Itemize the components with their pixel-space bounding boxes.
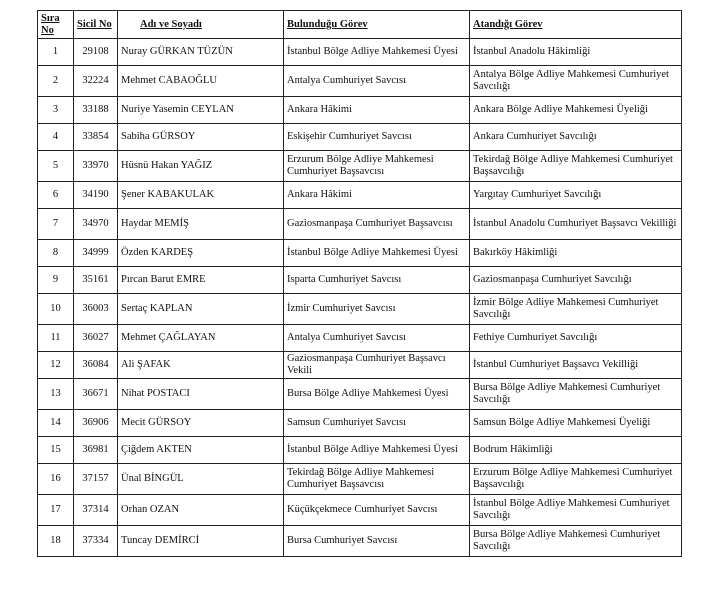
table-header-row [38,11,682,39]
cell-sira-no: 18 [38,526,74,557]
table-row [38,379,682,410]
cell-atandigi-gorev: Bodrum Hâkimliği [470,437,682,464]
cell-bulundugu-gorev: İstanbul Bölge Adliye Mahkemesi Üyesi [284,437,470,464]
cell-atandigi-gorev: Gaziosmanpaşa Cumhuriyet Savcılığı [470,267,682,294]
cell-adi-soyadi: Mecit GÜRSOY [118,410,284,437]
cell-adi-soyadi: Çiğdem AKTEN [118,437,284,464]
cell-atandigi-gorev: Antalya Bölge Adliye Mahkemesi Cumhuriyet Savcılığı [470,66,682,97]
header-bulundugu-gorev: Bulunduğu Görev [284,11,470,39]
cell-bulundugu-gorev: Antalya Cumhuriyet Savcısı [284,66,470,97]
table-row [38,410,682,437]
cell-bulundugu-gorev: Gaziosmanpaşa Cumhuriyet Başsavcısı [284,209,470,240]
cell-atandigi-gorev: Yargıtay Cumhuriyet Savcılığı [470,182,682,209]
header-sicil-no: Sicil No [74,11,118,39]
cell-atandigi-gorev: Erzurum Bölge Adliye Mahkemesi Cumhuriyet Başsavcılığı [470,464,682,495]
table-row [38,294,682,325]
cell-sicil-no: 36084 [74,352,118,379]
appointments-table [37,10,682,557]
cell-sira-no: 4 [38,124,74,151]
cell-sicil-no: 37314 [74,495,118,526]
cell-atandigi-gorev: Samsun Bölge Adliye Mahkemesi Üyeliği [470,410,682,437]
cell-atandigi-gorev: İzmir Bölge Adliye Mahkemesi Cumhuriyet Savcılığı [470,294,682,325]
table-row [38,97,682,124]
cell-adi-soyadi: Ali ŞAFAK [118,352,284,379]
cell-sira-no: 9 [38,267,74,294]
cell-sicil-no: 35161 [74,267,118,294]
cell-bulundugu-gorev: Bursa Cumhuriyet Savcısı [284,526,470,557]
cell-bulundugu-gorev: Ankara Hâkimi [284,97,470,124]
cell-adi-soyadi: Tuncay DEMİRCİ [118,526,284,557]
table-row [38,352,682,379]
cell-bulundugu-gorev: Küçükçekmece Cumhuriyet Savcısı [284,495,470,526]
cell-sira-no: 10 [38,294,74,325]
cell-bulundugu-gorev: İstanbul Bölge Adliye Mahkemesi Üyesi [284,39,470,66]
cell-atandigi-gorev: Bursa Bölge Adliye Mahkemesi Cumhuriyet Savcılığı [470,526,682,557]
cell-sicil-no: 37157 [74,464,118,495]
cell-adi-soyadi: Şener KABAKULAK [118,182,284,209]
cell-adi-soyadi: Mehmet ÇAĞLAYAN [118,325,284,352]
cell-bulundugu-gorev: Isparta Cumhuriyet Savcısı [284,267,470,294]
cell-sicil-no: 34970 [74,209,118,240]
cell-sicil-no: 33188 [74,97,118,124]
cell-adi-soyadi: Pırcan Barut EMRE [118,267,284,294]
cell-adi-soyadi: Hüsnü Hakan YAĞIZ [118,151,284,182]
cell-sira-no: 11 [38,325,74,352]
cell-bulundugu-gorev: Bursa Bölge Adliye Mahkemesi Üyesi [284,379,470,410]
cell-sira-no: 12 [38,352,74,379]
cell-adi-soyadi: Sertaç KAPLAN [118,294,284,325]
cell-sira-no: 3 [38,97,74,124]
cell-bulundugu-gorev: Eskişehir Cumhuriyet Savcısı [284,124,470,151]
header-atandigi-gorev: Atandığı Görev [470,11,682,39]
table-row [38,526,682,557]
table-row [38,267,682,294]
table-row [38,182,682,209]
cell-adi-soyadi: Orhan OZAN [118,495,284,526]
table-row [38,464,682,495]
cell-bulundugu-gorev: Antalya Cumhuriyet Savcısı [284,325,470,352]
cell-adi-soyadi: Nihat POSTACI [118,379,284,410]
cell-adi-soyadi: Haydar MEMİŞ [118,209,284,240]
cell-atandigi-gorev: İstanbul Cumhuriyet Başsavcı Vekilliği [470,352,682,379]
cell-adi-soyadi: Mehmet CABAOĞLU [118,66,284,97]
cell-sira-no: 7 [38,209,74,240]
cell-bulundugu-gorev: Tekirdağ Bölge Adliye Mahkemesi Cumhuriyet Başsavcısı [284,464,470,495]
cell-sicil-no: 36671 [74,379,118,410]
table-row [38,209,682,240]
cell-sicil-no: 36981 [74,437,118,464]
table-row [38,240,682,267]
cell-sira-no: 6 [38,182,74,209]
cell-atandigi-gorev: Ankara Cumhuriyet Savcılığı [470,124,682,151]
cell-sicil-no: 34999 [74,240,118,267]
cell-adi-soyadi: Nuriye Yasemin CEYLAN [118,97,284,124]
cell-atandigi-gorev: Ankara Bölge Adliye Mahkemesi Üyeliği [470,97,682,124]
cell-sicil-no: 36906 [74,410,118,437]
cell-atandigi-gorev: Tekirdağ Bölge Adliye Mahkemesi Cumhuriyet Başsavcılığı [470,151,682,182]
cell-sicil-no: 36027 [74,325,118,352]
cell-sicil-no: 33854 [74,124,118,151]
cell-atandigi-gorev: İstanbul Anadolu Hâkimliği [470,39,682,66]
header-adi-soyadi: Adı ve Soyadı [118,11,284,39]
cell-atandigi-gorev: Bursa Bölge Adliye Mahkemesi Cumhuriyet Savcılığı [470,379,682,410]
table-row [38,66,682,97]
table-row [38,495,682,526]
cell-sira-no: 5 [38,151,74,182]
cell-sicil-no: 34190 [74,182,118,209]
cell-sicil-no: 36003 [74,294,118,325]
table-row [38,39,682,66]
header-sira-no: Sıra No [38,11,74,39]
cell-bulundugu-gorev: Gaziosmanpaşa Cumhuriyet Başsavcı Vekili [284,352,470,379]
cell-sira-no: 15 [38,437,74,464]
cell-sira-no: 8 [38,240,74,267]
cell-sira-no: 16 [38,464,74,495]
cell-sicil-no: 33970 [74,151,118,182]
cell-sicil-no: 29108 [74,39,118,66]
cell-atandigi-gorev: Fethiye Cumhuriyet Savcılığı [470,325,682,352]
table-row [38,124,682,151]
cell-bulundugu-gorev: Erzurum Bölge Adliye Mahkemesi Cumhuriyet Başsavcısı [284,151,470,182]
cell-atandigi-gorev: İstanbul Anadolu Cumhuriyet Başsavcı Vekilliği [470,209,682,240]
cell-adi-soyadi: Nuray GÜRKAN TÜZÜN [118,39,284,66]
cell-sira-no: 17 [38,495,74,526]
cell-bulundugu-gorev: İstanbul Bölge Adliye Mahkemesi Üyesi [284,240,470,267]
cell-adi-soyadi: Ünal BİNGÜL [118,464,284,495]
cell-bulundugu-gorev: İzmir Cumhuriyet Savcısı [284,294,470,325]
table-row [38,437,682,464]
table-row [38,151,682,182]
cell-sira-no: 13 [38,379,74,410]
table-body [38,39,682,557]
cell-atandigi-gorev: Bakırköy Hâkimliği [470,240,682,267]
cell-sicil-no: 32224 [74,66,118,97]
cell-bulundugu-gorev: Ankara Hâkimi [284,182,470,209]
table-row [38,325,682,352]
cell-sira-no: 1 [38,39,74,66]
cell-atandigi-gorev: İstanbul Bölge Adliye Mahkemesi Cumhuriyet Savcılığı [470,495,682,526]
cell-sira-no: 2 [38,66,74,97]
cell-adi-soyadi: Sabiha GÜRSOY [118,124,284,151]
cell-adi-soyadi: Özden KARDEŞ [118,240,284,267]
cell-sira-no: 14 [38,410,74,437]
cell-bulundugu-gorev: Samsun Cumhuriyet Savcısı [284,410,470,437]
cell-sicil-no: 37334 [74,526,118,557]
